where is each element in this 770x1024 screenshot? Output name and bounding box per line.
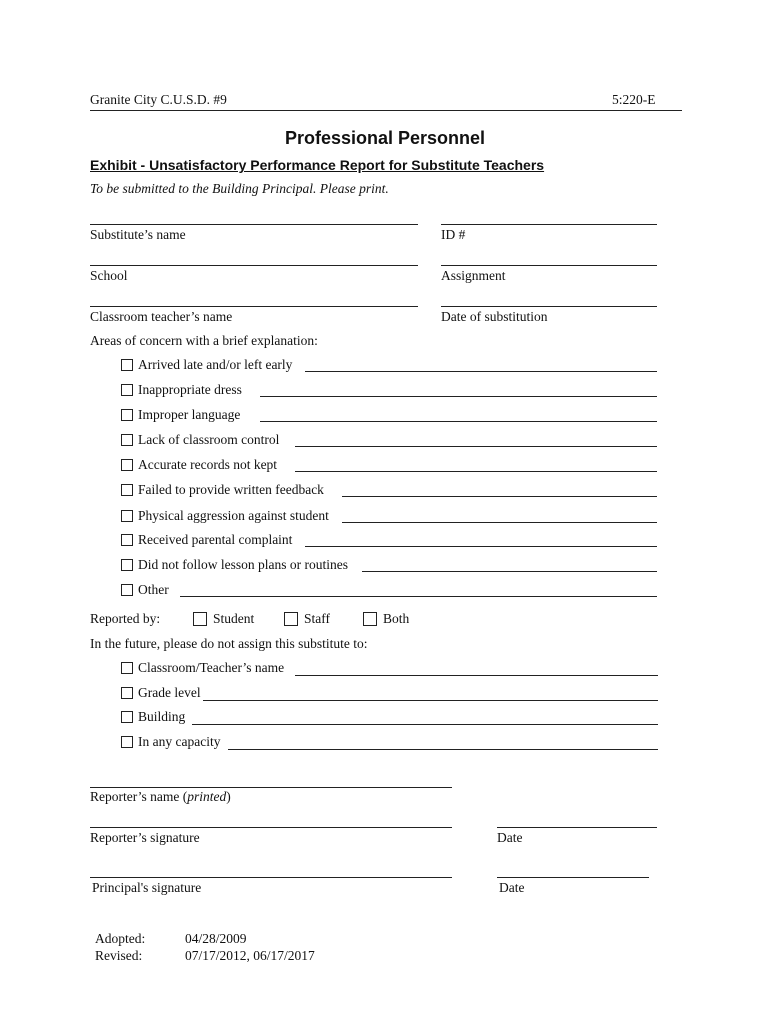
- future-option-line[interactable]: [295, 675, 658, 676]
- future-option: [121, 709, 185, 725]
- id-label: ID #: [441, 227, 466, 242]
- future-checkbox[interactable]: [121, 662, 133, 674]
- concern-item: [121, 482, 324, 498]
- student-label: Student: [213, 611, 255, 626]
- concern-item: [121, 557, 348, 573]
- concern-label: Other: [138, 582, 169, 597]
- reporter-name-prefix: Reporter’s name (: [90, 789, 188, 804]
- substitute-name-line[interactable]: [90, 224, 418, 225]
- concern-checkbox[interactable]: [121, 484, 133, 496]
- id-line[interactable]: [441, 224, 657, 225]
- date-of-substitution-line[interactable]: [441, 306, 657, 307]
- concern-explanation-line[interactable]: [305, 546, 657, 547]
- date-of-substitution-label: Date of substitution: [441, 309, 548, 324]
- page-subtitle: Exhibit - Unsatisfactory Performance Report for Substitute Teachers: [90, 157, 545, 173]
- reporter-date-label: Date: [497, 830, 523, 845]
- concern-item: [121, 382, 242, 398]
- future-option: [121, 660, 284, 676]
- reported-by-label: Reported by:: [90, 611, 161, 626]
- concern-checkbox[interactable]: [121, 359, 133, 371]
- both-checkbox[interactable]: [363, 612, 377, 626]
- concern-label: Inappropriate dress: [138, 382, 242, 397]
- future-option-label: In any capacity: [138, 734, 221, 749]
- policy-code: 5:220-E: [612, 92, 656, 107]
- concern-label: Received parental complaint: [138, 532, 293, 547]
- future-option-line[interactable]: [228, 749, 658, 750]
- future-checkbox[interactable]: [121, 687, 133, 699]
- reporter-date-line[interactable]: [497, 827, 657, 828]
- concern-explanation-line[interactable]: [260, 396, 657, 397]
- concern-item: [121, 432, 279, 448]
- district-name: Granite City C.U.S.D. #9: [90, 92, 227, 107]
- reported-by-staff: [284, 611, 330, 627]
- concern-explanation-line[interactable]: [342, 522, 657, 523]
- concern-explanation-line[interactable]: [342, 496, 657, 497]
- concern-explanation-line[interactable]: [260, 421, 657, 422]
- revised-label: Revised:: [95, 948, 143, 963]
- concern-label: Did not follow lesson plans or routines: [138, 557, 348, 572]
- revised-dates: 07/17/2012, 06/17/2017: [185, 948, 315, 963]
- header-divider: [90, 110, 682, 111]
- school-line[interactable]: [90, 265, 418, 266]
- instructions: To be submitted to the Building Principal. Please print.: [90, 181, 389, 196]
- adopted-label: Adopted:: [95, 931, 146, 946]
- assignment-line[interactable]: [441, 265, 657, 266]
- future-checkbox[interactable]: [121, 711, 133, 723]
- reporter-name-printed: printed: [187, 789, 227, 804]
- concern-item: [121, 407, 240, 423]
- reported-by-student: [193, 611, 254, 627]
- reporter-signature-line[interactable]: [90, 827, 452, 828]
- future-option: [121, 734, 220, 750]
- concern-explanation-line[interactable]: [362, 571, 657, 572]
- future-option-label: Building: [138, 709, 186, 724]
- school-label: School: [90, 268, 128, 283]
- future-option-line[interactable]: [203, 700, 658, 701]
- both-label: Both: [383, 611, 410, 626]
- concern-explanation-line[interactable]: [305, 371, 657, 372]
- principal-signature-label: Principal's signature: [92, 880, 202, 895]
- concern-checkbox[interactable]: [121, 584, 133, 596]
- concern-label: Improper language: [138, 407, 241, 422]
- principal-date-line[interactable]: [497, 877, 649, 878]
- future-option: [121, 685, 201, 701]
- assignment-label: Assignment: [441, 268, 506, 283]
- classroom-teacher-line[interactable]: [90, 306, 418, 307]
- future-assignment-heading: In the future, please do not assign this substitute to:: [90, 636, 368, 651]
- concern-checkbox[interactable]: [121, 510, 133, 522]
- future-option-label: Grade level: [138, 685, 201, 700]
- future-checkbox[interactable]: [121, 736, 133, 748]
- reporter-name-label: [90, 789, 231, 805]
- substitute-name-label: Substitute’s name: [90, 227, 186, 242]
- future-option-label: Classroom/Teacher’s name: [138, 660, 285, 675]
- staff-checkbox[interactable]: [284, 612, 298, 626]
- concern-checkbox[interactable]: [121, 459, 133, 471]
- reported-by-both: [363, 611, 409, 627]
- reporter-name-line[interactable]: [90, 787, 452, 788]
- concern-label: Failed to provide written feedback: [138, 482, 324, 497]
- concern-item: [121, 508, 329, 524]
- concern-item: [121, 457, 277, 473]
- reporter-name-suffix: ): [226, 789, 231, 804]
- concern-item: [121, 582, 169, 598]
- concern-item: [121, 532, 292, 548]
- concern-explanation-line[interactable]: [180, 596, 657, 597]
- concern-explanation-line[interactable]: [295, 446, 657, 447]
- page-title: Professional Personnel: [284, 128, 486, 148]
- concern-checkbox[interactable]: [121, 534, 133, 546]
- concern-checkbox[interactable]: [121, 434, 133, 446]
- staff-label: Staff: [304, 611, 330, 626]
- concern-item: [121, 357, 292, 373]
- concern-label: Accurate records not kept: [138, 457, 278, 472]
- concern-checkbox[interactable]: [121, 409, 133, 421]
- principal-date-label: Date: [499, 880, 525, 895]
- concern-label: Arrived late and/or left early: [138, 357, 293, 372]
- reporter-signature-label: Reporter’s signature: [90, 830, 200, 845]
- principal-signature-line[interactable]: [90, 877, 452, 878]
- concern-checkbox[interactable]: [121, 384, 133, 396]
- classroom-teacher-label: Classroom teacher’s name: [90, 309, 233, 324]
- concern-checkbox[interactable]: [121, 559, 133, 571]
- concern-explanation-line[interactable]: [295, 471, 657, 472]
- student-checkbox[interactable]: [193, 612, 207, 626]
- concern-label: Lack of classroom control: [138, 432, 280, 447]
- concerns-heading: Areas of concern with a brief explanation:: [90, 333, 318, 348]
- adopted-date: 04/28/2009: [185, 931, 247, 946]
- future-option-line[interactable]: [192, 724, 658, 725]
- concern-label: Physical aggression against student: [138, 508, 329, 523]
